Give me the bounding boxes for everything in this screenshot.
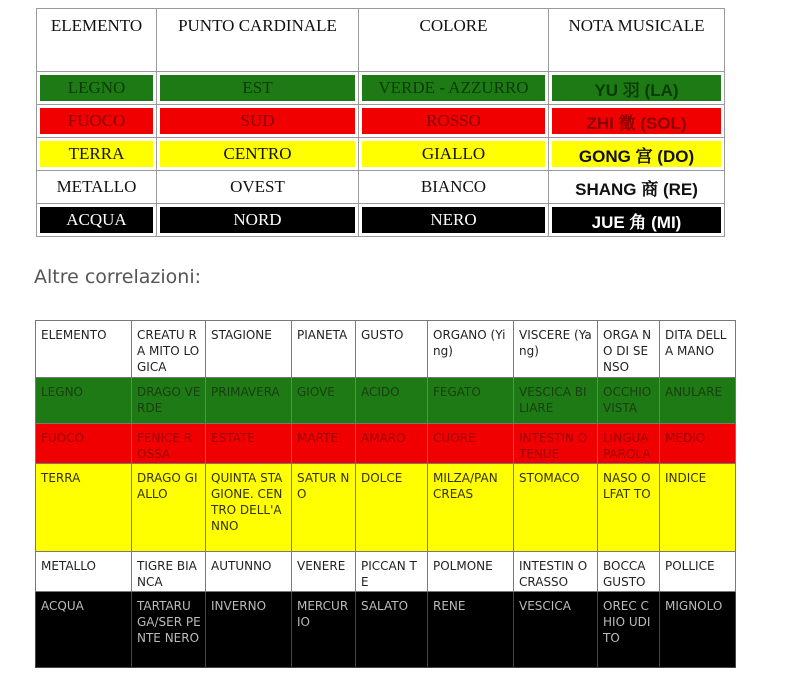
table2-header-cell: DITA DELLA MANO bbox=[660, 321, 736, 378]
table2-cell: LEGNO bbox=[36, 378, 132, 424]
table1-cell-text: TERRA bbox=[40, 141, 153, 167]
table2-header-cell: ORGA NO DI SENSO bbox=[598, 321, 660, 378]
table2-cell: ACQUA bbox=[36, 592, 132, 668]
table1-cell-text: SUD bbox=[160, 108, 355, 134]
table1-cell-text: FUOCO bbox=[40, 108, 153, 134]
table2-cell: GIOVE bbox=[292, 378, 356, 424]
table2-header-cell: ORGANO (Ying) bbox=[428, 321, 514, 378]
table2-cell: TARTARU GA/SER PENTE NERO bbox=[132, 592, 206, 668]
table2-cell: ANULARE bbox=[660, 378, 736, 424]
table2-cell: SATUR NO bbox=[292, 464, 356, 552]
table1-cell-text: VERDE - AZZURRO bbox=[362, 75, 545, 101]
table1-cell bbox=[37, 204, 157, 237]
table1-cell bbox=[157, 105, 359, 138]
table2-cell: POLLICE bbox=[660, 552, 736, 592]
table2-cell: DRAGO GIALLO bbox=[132, 464, 206, 552]
table1-cell bbox=[37, 138, 157, 171]
table2-header-cell: PIANETA bbox=[292, 321, 356, 378]
table2-cell: STOMACO bbox=[514, 464, 598, 552]
table2-cell: VESCICA bbox=[514, 592, 598, 668]
table1-cell bbox=[549, 72, 725, 105]
table1-cell bbox=[157, 204, 359, 237]
table1-cell-text: NERO bbox=[362, 207, 545, 233]
table2-cell: ACIDO bbox=[356, 378, 428, 424]
table1-cell-text: EST bbox=[160, 75, 355, 101]
table1-cell-text: LEGNO bbox=[40, 75, 153, 101]
table1-cell-text: BIANCO bbox=[362, 174, 545, 200]
table2-cell: PICCAN TE bbox=[356, 552, 428, 592]
table2-cell: DRAGO VERDE bbox=[132, 378, 206, 424]
table2-cell: INTESTIN O CRASSO bbox=[514, 552, 598, 592]
table1-cell bbox=[549, 171, 725, 204]
table1-cell bbox=[549, 105, 725, 138]
table2-cell: MEDIO bbox=[660, 424, 736, 464]
table2-cell: ESTATE bbox=[206, 424, 292, 464]
table1-cell-text: CENTRO bbox=[160, 141, 355, 167]
table2-cell: MERCUR IO bbox=[292, 592, 356, 668]
table2-row bbox=[36, 592, 736, 668]
table1-header-cell: ELEMENTO bbox=[37, 9, 157, 72]
musical-note-label: JUE 角 (MI) bbox=[552, 207, 721, 233]
table2-cell: INVERNO bbox=[206, 592, 292, 668]
table2-cell: SALATO bbox=[356, 592, 428, 668]
table2-cell: CUORE bbox=[428, 424, 514, 464]
table2-cell: VESCICA BILIARE bbox=[514, 378, 598, 424]
table2-cell: OCCHIO VISTA bbox=[598, 378, 660, 424]
table2-cell: OREC CHIO UDITO bbox=[598, 592, 660, 668]
table1-cell bbox=[549, 138, 725, 171]
table2-header-row bbox=[36, 321, 736, 378]
table2-header-cell: ELEMENTO bbox=[36, 321, 132, 378]
table2-cell: RENE bbox=[428, 592, 514, 668]
table2-cell: MIGNOLO bbox=[660, 592, 736, 668]
table1-cell-text: GIALLO bbox=[362, 141, 545, 167]
table2-cell: PRIMAVERA bbox=[206, 378, 292, 424]
elements-table bbox=[36, 8, 725, 237]
table2-cell: MARTE bbox=[292, 424, 356, 464]
table2-cell: DOLCE bbox=[356, 464, 428, 552]
table2-cell: AUTUNNO bbox=[206, 552, 292, 592]
table1-cell bbox=[549, 204, 725, 237]
table1-cell bbox=[359, 105, 549, 138]
table1-header-cell: PUNTO CARDINALE bbox=[157, 9, 359, 72]
table2-cell: FEGATO bbox=[428, 378, 514, 424]
table2-cell: INDICE bbox=[660, 464, 736, 552]
table2-row bbox=[36, 378, 736, 424]
musical-note-label: SHANG 商 (RE) bbox=[552, 174, 721, 200]
table1-row bbox=[37, 171, 725, 204]
table2-cell: QUINTA STAGIONE. CENTRO DELL'ANNO bbox=[206, 464, 292, 552]
table2-cell: LINGUA PAROLA bbox=[598, 424, 660, 464]
table2-cell: MILZA/PAN CREAS bbox=[428, 464, 514, 552]
table1-header-cell: NOTA MUSICALE bbox=[549, 9, 725, 72]
table1-cell-text: NORD bbox=[160, 207, 355, 233]
table2-header-cell: STAGIONE bbox=[206, 321, 292, 378]
musical-note-label: GONG 宫 (DO) bbox=[552, 141, 721, 167]
table1-cell-text: METALLO bbox=[40, 174, 153, 200]
table2-cell: VENERE bbox=[292, 552, 356, 592]
table2-cell: BOCCA GUSTO bbox=[598, 552, 660, 592]
table2-cell: POLMONE bbox=[428, 552, 514, 592]
table2-cell: FUOCO bbox=[36, 424, 132, 464]
table1-header-row bbox=[37, 9, 725, 72]
musical-note-label: YU 羽 (LA) bbox=[552, 75, 721, 101]
table2-cell: INTESTIN O TENUE bbox=[514, 424, 598, 464]
table1-cell-text: OVEST bbox=[160, 174, 355, 200]
table1-row bbox=[37, 72, 725, 105]
table1-row bbox=[37, 138, 725, 171]
table1-cell bbox=[157, 171, 359, 204]
table1-cell bbox=[359, 171, 549, 204]
table2-cell: NASO OLFAT TO bbox=[598, 464, 660, 552]
table1-row bbox=[37, 204, 725, 237]
table1-cell bbox=[37, 171, 157, 204]
table1-row bbox=[37, 105, 725, 138]
table2-header-cell: CREATU RA MITO LOGICA bbox=[132, 321, 206, 378]
table1-header-cell: COLORE bbox=[359, 9, 549, 72]
section-caption: Altre correlazioni: bbox=[34, 266, 202, 288]
table2-cell: TIGRE BIANCA bbox=[132, 552, 206, 592]
table1-cell bbox=[359, 138, 549, 171]
table2-cell: AMARO bbox=[356, 424, 428, 464]
correlations-table bbox=[35, 320, 736, 668]
table2-row bbox=[36, 424, 736, 464]
table1-cell-text: ROSSO bbox=[362, 108, 545, 134]
table1-cell bbox=[359, 72, 549, 105]
table2-row bbox=[36, 552, 736, 592]
table1-cell bbox=[359, 204, 549, 237]
table2-row bbox=[36, 464, 736, 552]
table1-cell bbox=[37, 105, 157, 138]
table2-cell: FENICE ROSSA bbox=[132, 424, 206, 464]
table1-cell bbox=[157, 138, 359, 171]
table1-cell bbox=[37, 72, 157, 105]
table2-header-cell: GUSTO bbox=[356, 321, 428, 378]
table1-cell-text: ACQUA bbox=[40, 207, 153, 233]
table1-cell bbox=[157, 72, 359, 105]
table2-header-cell: VISCERE (Yang) bbox=[514, 321, 598, 378]
table2-cell: METALLO bbox=[36, 552, 132, 592]
table2-cell: TERRA bbox=[36, 464, 132, 552]
musical-note-label: ZHI 徵 (SOL) bbox=[552, 108, 721, 134]
